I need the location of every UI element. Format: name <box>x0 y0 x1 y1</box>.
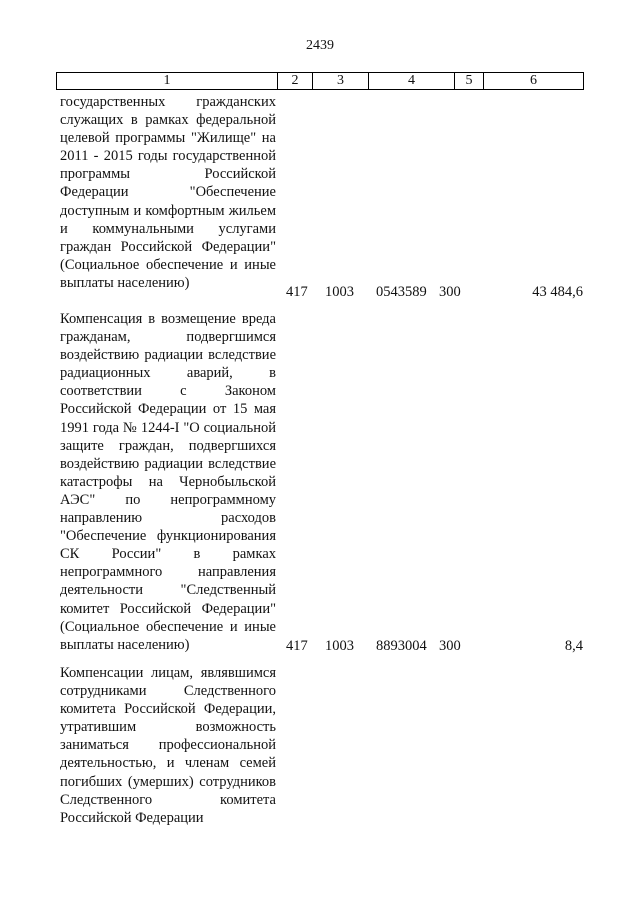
row-1-col-2: 417 <box>286 284 308 300</box>
row-2-col-5: 300 <box>439 638 461 654</box>
row-2-col-2: 417 <box>286 638 308 654</box>
row-1-col-6: 43 484,6 <box>532 284 583 300</box>
row-2-description: Компенсация в возмещение вреда гражданам, подвергшимся воздействию радиации вследствие радиационных аварий, в соответствии с Законом Российской Федерации от 15 мая 1991 года № 1244-I "О социальной защите граждан, подвергшихся воздействию радиации вследствие катастрофы на Чернобыльской АЭС" по непрограммному направлению расходов "Обеспечение функционирования СК России" в рамках непрограммного направления деятельности "Следственный комитет Российской Федерации" (Социальное обеспечение и иные выплаты населению) <box>60 311 276 653</box>
row-3-description: Компенсации лицам, являвшимся сотрудниками Следственного комитета Российской Федерации, утратившим возможность заниматься профессиональной деятельностью, и членам семей погибших (умерших) сотрудников Следственного комитета Российской Федерации <box>60 665 276 826</box>
header-col-5: 5 <box>455 73 484 89</box>
table-header-row <box>56 72 584 90</box>
header-col-2: 2 <box>278 73 313 89</box>
row-1-description: государственных гражданских служащих в рамках федеральной целевой программы "Жилище" на 2011 - 2015 годы государственной программы Российской Федерации "Обеспечение доступным и комфортным жильем и коммунальными услугами граждан Российской Федерации" (Социальное обеспечение и иные выплаты населению) <box>60 94 276 291</box>
row-2-col-4: 8893004 <box>376 638 427 654</box>
header-col-1: 1 <box>57 73 278 89</box>
row-2-col-6: 8,4 <box>564 638 583 654</box>
row-1-col-5: 300 <box>439 284 461 300</box>
header-col-4: 4 <box>369 73 455 89</box>
page-number: 2439 <box>306 38 334 53</box>
header-col-3: 3 <box>313 73 369 89</box>
row-2-col-3: 1003 <box>325 638 354 654</box>
row-1-col-4: 0543589 <box>376 284 427 300</box>
header-col-6: 6 <box>530 73 537 88</box>
row-1-col-3: 1003 <box>325 284 354 300</box>
